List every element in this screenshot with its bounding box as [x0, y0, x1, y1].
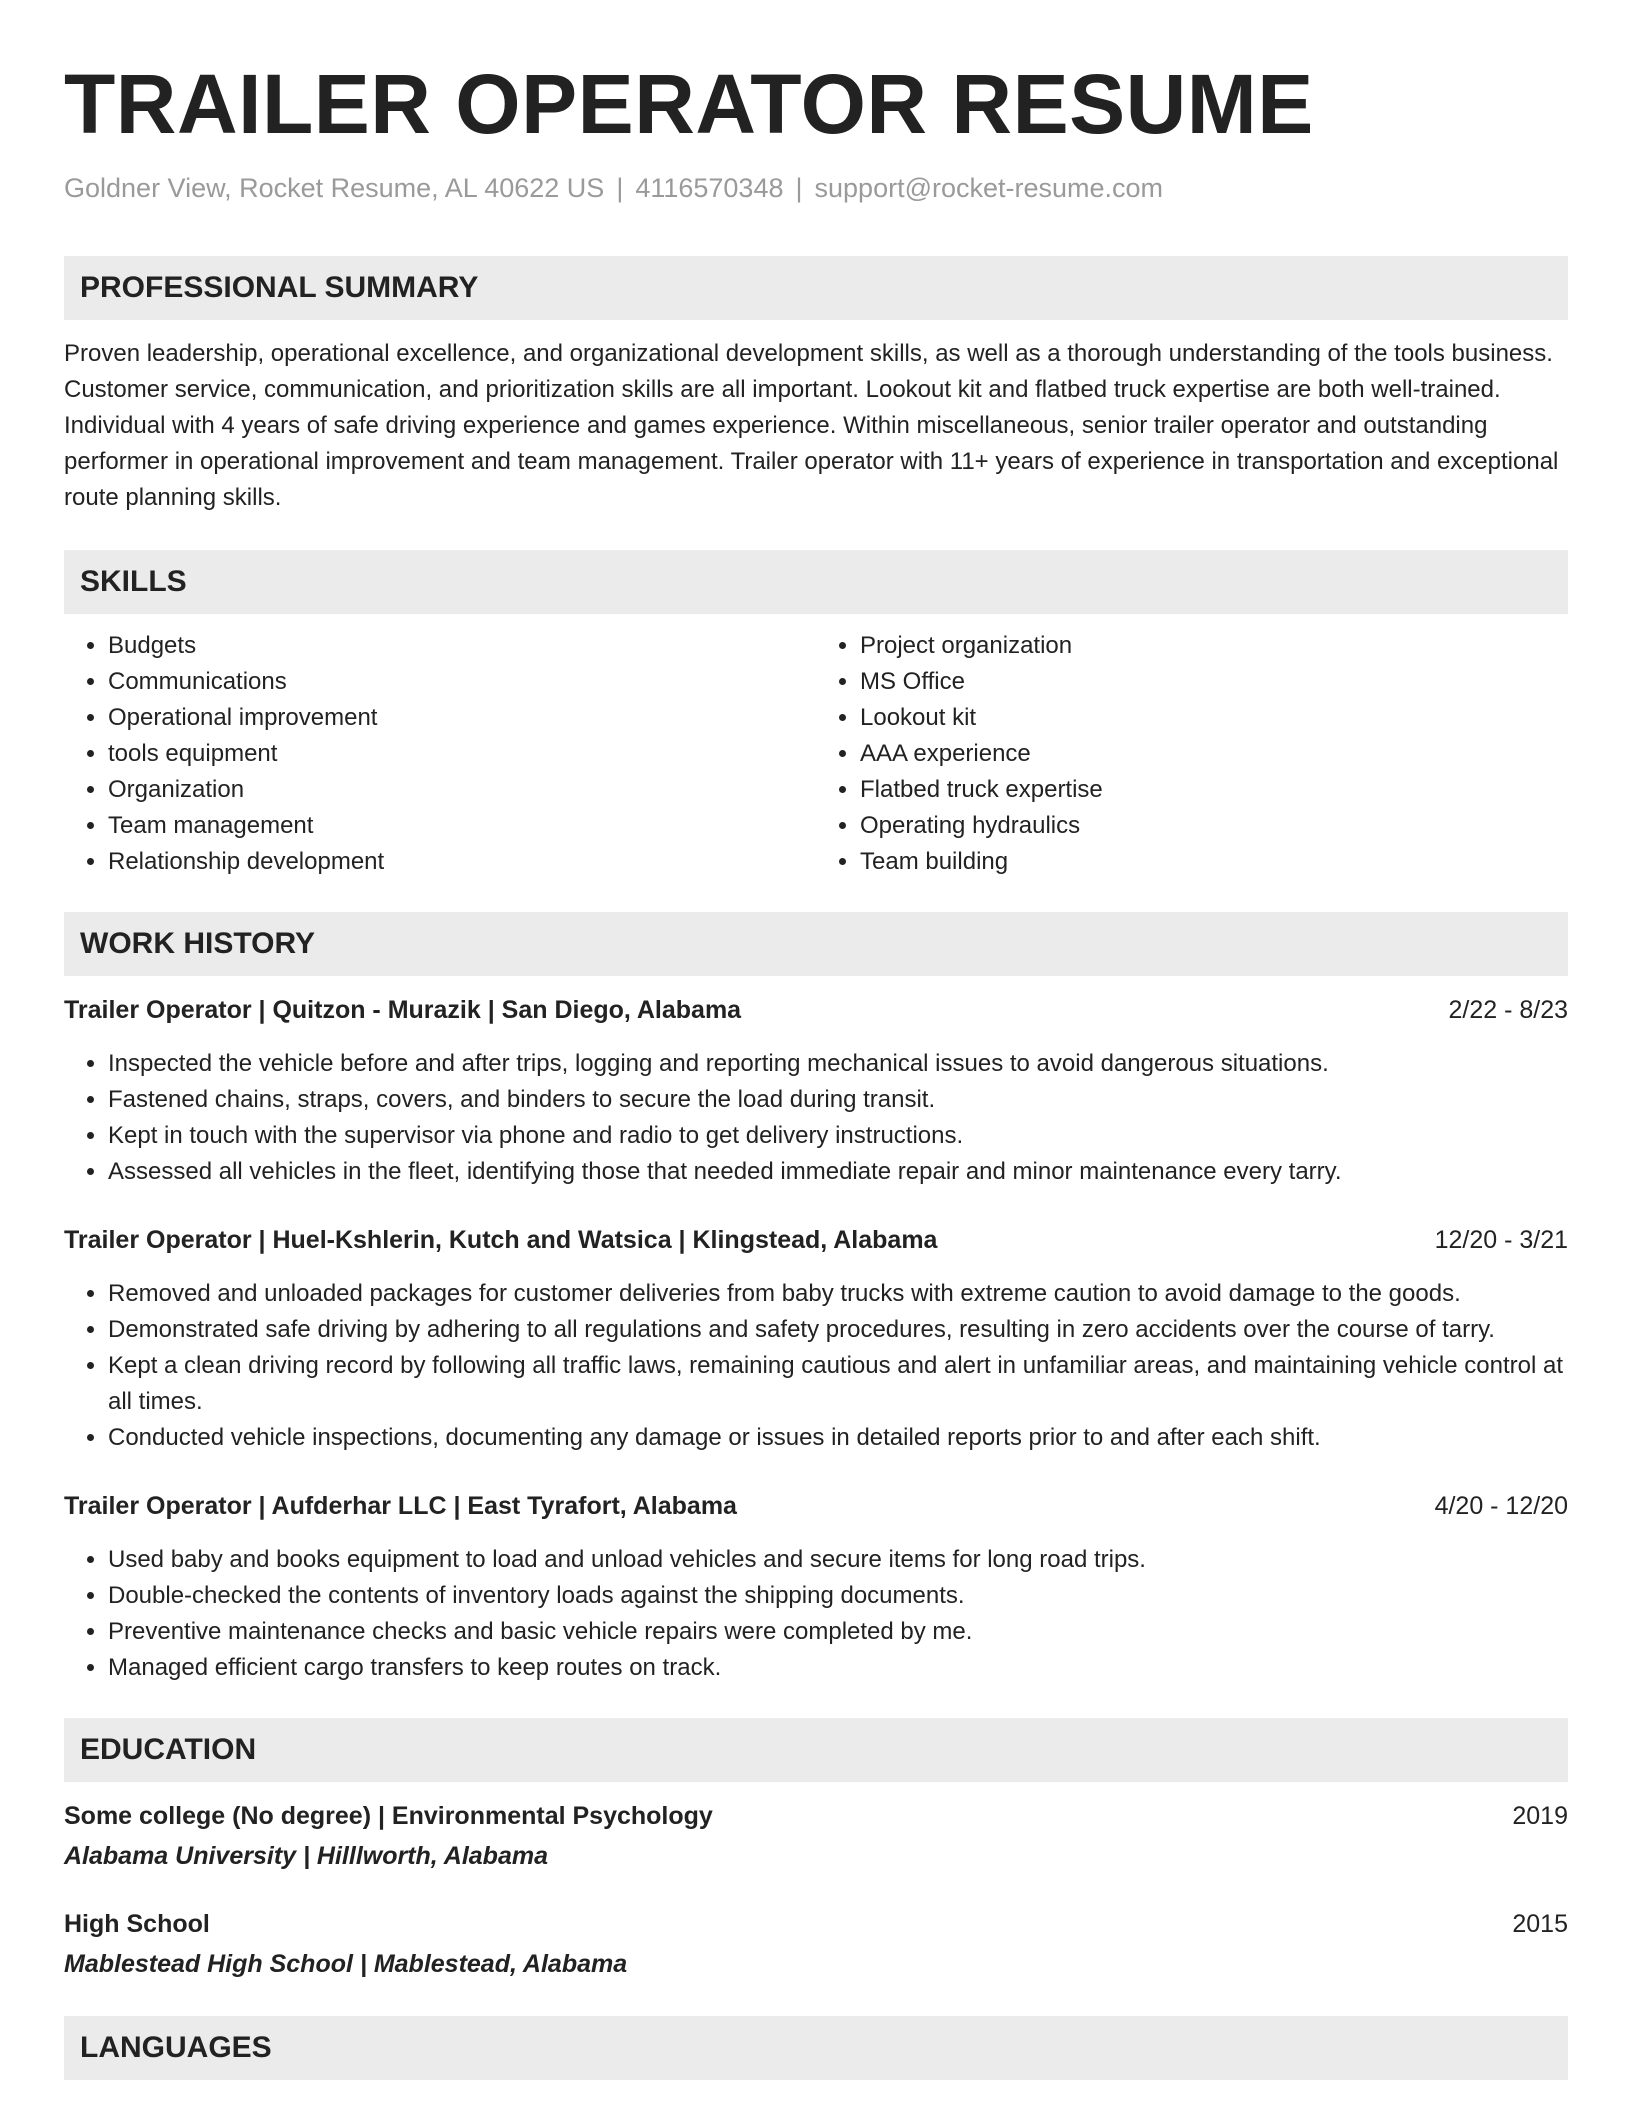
section-heading-work: WORK HISTORY	[64, 912, 1568, 976]
skills-column-left	[64, 628, 816, 880]
skill-item: • Team building	[860, 844, 1568, 880]
education-entry	[64, 1906, 1568, 1982]
job-bullets	[64, 1542, 1568, 1686]
contact-email: support@rocket-resume.com	[814, 173, 1164, 203]
section-heading-skills: SKILLS	[64, 550, 1568, 614]
education-school: Mablestead High School | Mablestead, Alabama	[64, 1950, 628, 1978]
job-bullet: • Used baby and books equipment to load and unload vehicles and secure items for long road trips.	[108, 1542, 1568, 1578]
job-dates: 12/20 - 3/21	[1434, 1226, 1568, 1254]
education-title: Some college (No degree) | Environmental Psychology	[64, 1802, 713, 1830]
job-bullet: • Fastened chains, straps, covers, and binders to secure the load during transit.	[108, 1082, 1568, 1118]
job-bullet: • Double-checked the contents of inventory loads against the shipping documents.	[108, 1578, 1568, 1614]
job-dates: 2/22 - 8/23	[1448, 996, 1568, 1024]
contact-separator: |	[616, 173, 624, 203]
skill-item: • Relationship development	[108, 844, 816, 880]
job-bullets	[64, 1046, 1568, 1190]
skill-item: • Operating hydraulics	[860, 808, 1568, 844]
skill-item: • MS Office	[860, 664, 1568, 700]
section-heading-summary: PROFESSIONAL SUMMARY	[64, 256, 1568, 320]
skills-list	[64, 628, 1568, 880]
job-dates: 4/20 - 12/20	[1434, 1492, 1568, 1520]
education-entry	[64, 1798, 1568, 1874]
skill-item: • AAA experience	[860, 736, 1568, 772]
job-bullet: • Inspected the vehicle before and after trips, logging and reporting mechanical issues to avoid dangerous situations.	[108, 1046, 1568, 1082]
job-title: Trailer Operator | Aufderhar LLC | East Tyrafort, Alabama	[64, 1492, 737, 1520]
job-bullet: • Preventive maintenance checks and basic vehicle repairs were completed by me.	[108, 1614, 1568, 1650]
job-bullet: • Removed and unloaded packages for customer deliveries from baby trucks with extreme caution to avoid damage to the goods.	[108, 1276, 1568, 1312]
section-heading-education: EDUCATION	[64, 1718, 1568, 1782]
contact-separator: |	[795, 173, 803, 203]
job-title: Trailer Operator | Huel-Kshlerin, Kutch and Watsica | Klingstead, Alabama	[64, 1226, 938, 1254]
job-header	[64, 1488, 1568, 1524]
section-heading-languages: LANGUAGES	[64, 2016, 1568, 2080]
skill-item: • Project organization	[860, 628, 1568, 664]
skills-column-right	[816, 628, 1568, 880]
job-bullet: • Kept in touch with the supervisor via phone and radio to get delivery instructions.	[108, 1118, 1568, 1154]
skill-item: • Organization	[108, 772, 816, 808]
skill-item: • Team management	[108, 808, 816, 844]
education-title: High School	[64, 1910, 210, 1938]
contact-address: Goldner View, Rocket Resume, AL 40622 US	[64, 173, 605, 203]
job-bullets	[64, 1276, 1568, 1456]
job-entry	[64, 1488, 1568, 1686]
education-header	[64, 1906, 1568, 1942]
job-header	[64, 1222, 1568, 1258]
job-entry	[64, 1222, 1568, 1456]
skill-item: • Budgets	[108, 628, 816, 664]
summary-text: Proven leadership, operational excellence, and organizational development skills, as well as a thorough understanding of the tools business. Customer service, communication, and prioritization skills are all important. Lookout kit and flatbed truck expertise are both well-trained. Individual with 4 years of safe driving experience and games experience. Within miscellaneous, senior trailer operator and outstanding performer in operational improvement and team management. Trailer operator with 11+ years of experience in transportation and exceptional route planning skills.	[64, 340, 1559, 511]
job-entry	[64, 992, 1568, 1190]
job-title: Trailer Operator | Quitzon - Murazik | San Diego, Alabama	[64, 996, 742, 1024]
contact-phone: 4116570348	[635, 173, 784, 203]
education-year: 2019	[1512, 1802, 1568, 1830]
skill-item: • Lookout kit	[860, 700, 1568, 736]
job-bullet: • Kept a clean driving record by following all traffic laws, remaining cautious and alert in unfamiliar areas, and maintaining vehicle control at all times.	[108, 1348, 1568, 1420]
skill-item: • Communications	[108, 664, 816, 700]
contact-line	[64, 170, 1568, 206]
skill-item: • Operational improvement	[108, 700, 816, 736]
skill-item: • tools equipment	[108, 736, 816, 772]
education-year: 2015	[1512, 1910, 1568, 1938]
resume-title: TRAILER OPERATOR RESUME	[64, 57, 1314, 151]
job-bullet: • Assessed all vehicles in the fleet, identifying those that needed immediate repair and minor maintenance every tarry.	[108, 1154, 1568, 1190]
skill-item: • Flatbed truck expertise	[860, 772, 1568, 808]
education-header	[64, 1798, 1568, 1834]
job-header	[64, 992, 1568, 1028]
education-school: Alabama University | Hilllworth, Alabama	[64, 1842, 548, 1870]
job-bullet: • Demonstrated safe driving by adhering to all regulations and safety procedures, resulting in zero accidents over the course of tarry.	[108, 1312, 1568, 1348]
job-bullet: • Managed efficient cargo transfers to keep routes on track.	[108, 1650, 1568, 1686]
job-bullet: • Conducted vehicle inspections, documenting any damage or issues in detailed reports prior to and after each shift.	[108, 1420, 1568, 1456]
